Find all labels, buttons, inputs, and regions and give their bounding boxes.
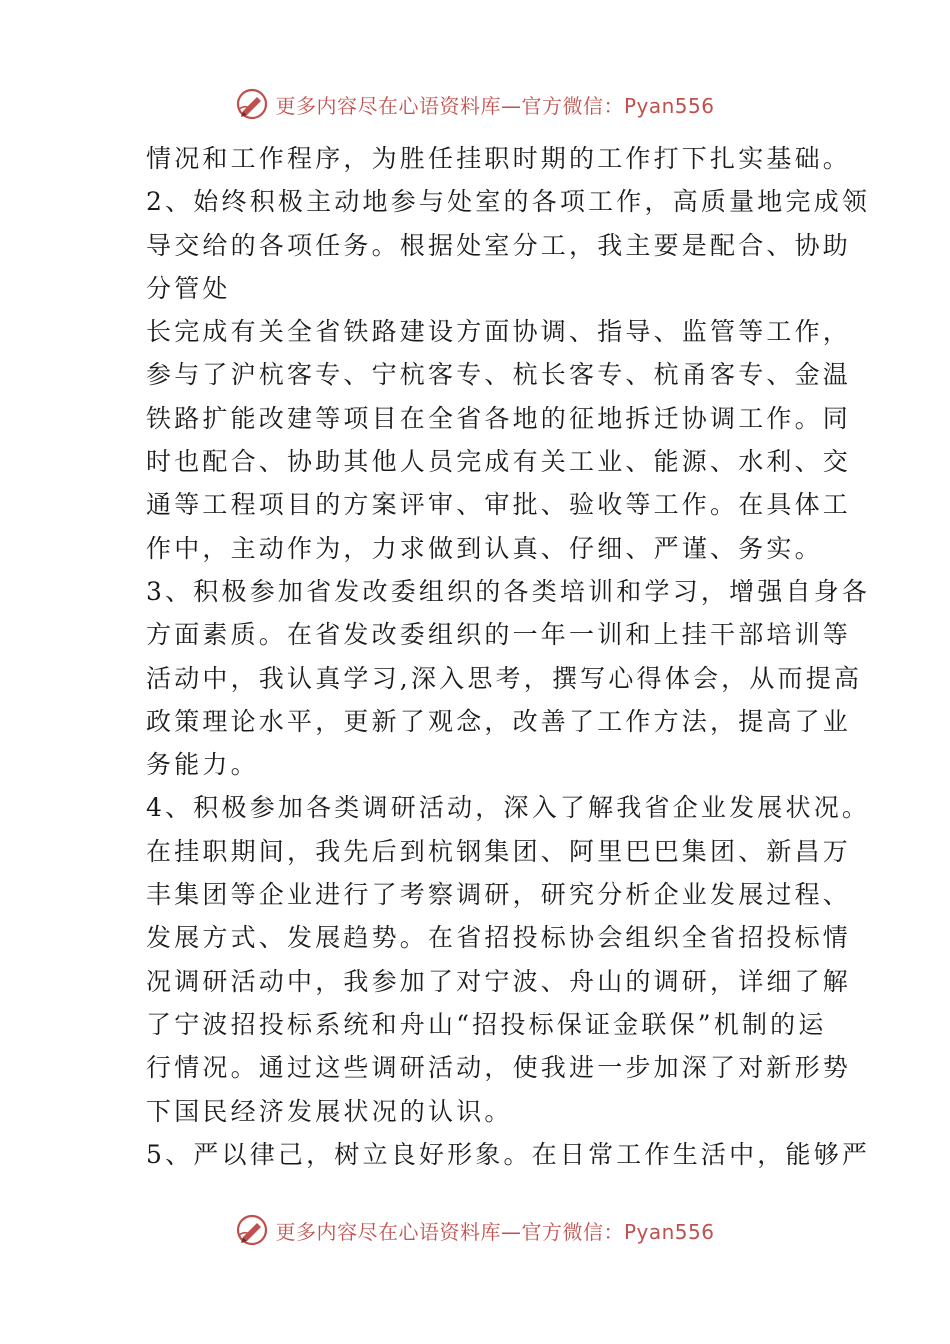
body-line: 通等工程项目的方案评审、审批、验收等工作。在具体工 [146, 490, 852, 520]
document-body [146, 137, 871, 1176]
body-line: 3、积极参加省发改委组织的各类培训和学习，增强自身各 [146, 576, 871, 606]
body-line: 活动中，我认真学习,深入思考，撰写心得体会，从而提高 [146, 663, 863, 693]
body-line: 5、严以律己，树立良好形象。在日常工作生活中，能够严 [146, 1139, 871, 1169]
body-line: 下国民经济发展状况的认识。 [146, 1096, 513, 1126]
body-line: 发展方式、发展趋势。在省招投标协会组织全省招投标情 [146, 923, 852, 953]
body-line: 分管处 [146, 273, 231, 303]
body-line: 铁路扩能改建等项目在全省各地的征地拆迁协调工作。同 [146, 403, 852, 433]
body-line: 导交给的各项任务。根据处室分工，我主要是配合、协助 [146, 230, 852, 260]
body-line: 况调研活动中，我参加了对宁波、舟山的调研，详细了解 [146, 966, 852, 996]
body-line: 在挂职期间，我先后到杭钢集团、阿里巴巴集团、新昌万 [146, 836, 852, 866]
body-line: 作中，主动作为，力求做到认真、仔细、严谨、务实。 [146, 533, 823, 563]
body-line: 长完成有关全省铁路建设方面协调、指导、监管等工作， [146, 317, 852, 347]
body-line: 方面素质。在省发改委组织的一年一训和上挂干部培训等 [146, 620, 852, 650]
footer-banner-text: 更多内容尽在心语资料库—官方微信：Pyan556 [275, 1219, 715, 1244]
body-line: 了宁波招投标系统和舟山“招投标保证金联保”机制的运 [146, 1009, 827, 1039]
pen-logo-icon [235, 1213, 269, 1247]
body-line: 务能力。 [146, 750, 259, 780]
body-line: 政策理论水平，更新了观念，改善了工作方法，提高了业 [146, 706, 852, 736]
pen-logo-icon [235, 87, 269, 121]
body-line: 丰集团等企业进行了考察调研，研究分析企业发展过程、 [146, 880, 852, 910]
body-line: 4、积极参加各类调研活动，深入了解我省企业发展状况。 [146, 793, 871, 823]
body-line: 行情况。通过这些调研活动，使我进一步加深了对新形势 [146, 1053, 852, 1083]
header-banner-text: 更多内容尽在心语资料库—官方微信：Pyan556 [275, 93, 715, 118]
header-banner [0, 84, 950, 124]
body-line: 参与了沪杭客专、宁杭客专、杭长客专、杭甬客专、金温 [146, 360, 852, 390]
body-line: 时也配合、协助其他人员完成有关工业、能源、水利、交 [146, 447, 852, 477]
footer-banner [0, 1210, 950, 1250]
body-line: 情况和工作程序，为胜任挂职时期的工作打下扎实基础。 [146, 144, 852, 173]
body-line: 2、始终积极主动地参与处室的各项工作，高质量地完成领 [146, 187, 871, 217]
